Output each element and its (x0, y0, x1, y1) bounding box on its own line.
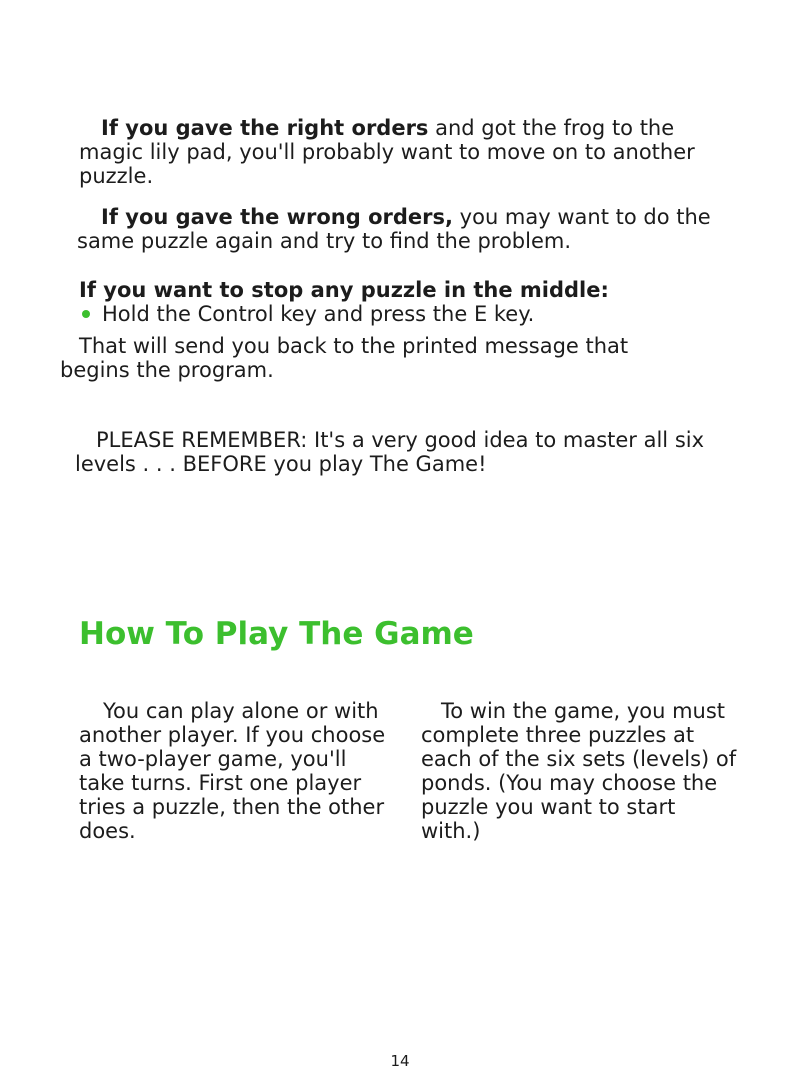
text-right-orders: and got the frog to the magic lily pad, you'll probably want to move on to another puzzle. (79, 116, 695, 188)
column-right: To win the game, you must complete three puzzles at each of the six sets (levels) of ponds. (You may choose the puzzle you want to start with.) (421, 699, 737, 843)
reminder-text: PLEASE REMEMBER: It's a very good idea to master all six levels . . . BEFORE you play The Game! (75, 428, 705, 476)
text-wrong-orders: you may want to do the same puzzle again and try to find the problem. (77, 205, 711, 253)
lead-stop-puzzle: If you want to stop any puzzle in the middle: (79, 278, 609, 302)
lead-right-orders: If you gave the right orders (101, 116, 429, 140)
paragraph-stop-heading (79, 278, 729, 302)
paragraph-send-back: That will send you back to the printed message that begins the program. (60, 334, 629, 382)
bullet-dot-icon (82, 310, 90, 318)
paragraph-wrong-orders (77, 205, 717, 253)
page-number: 14 (390, 1052, 410, 1070)
section-heading: How To Play The Game (79, 616, 474, 652)
lead-wrong-orders: If you gave the wrong orders, (101, 205, 453, 229)
paragraph-right-orders (79, 116, 729, 188)
bullet-text: Hold the Control key and press the E key. (102, 302, 535, 326)
bullet-item (79, 302, 729, 326)
column-left: You can play alone or with another player. If you choose a two-player game, you'll take turns. First one player tries a puzzle, then the other does. (79, 699, 386, 843)
